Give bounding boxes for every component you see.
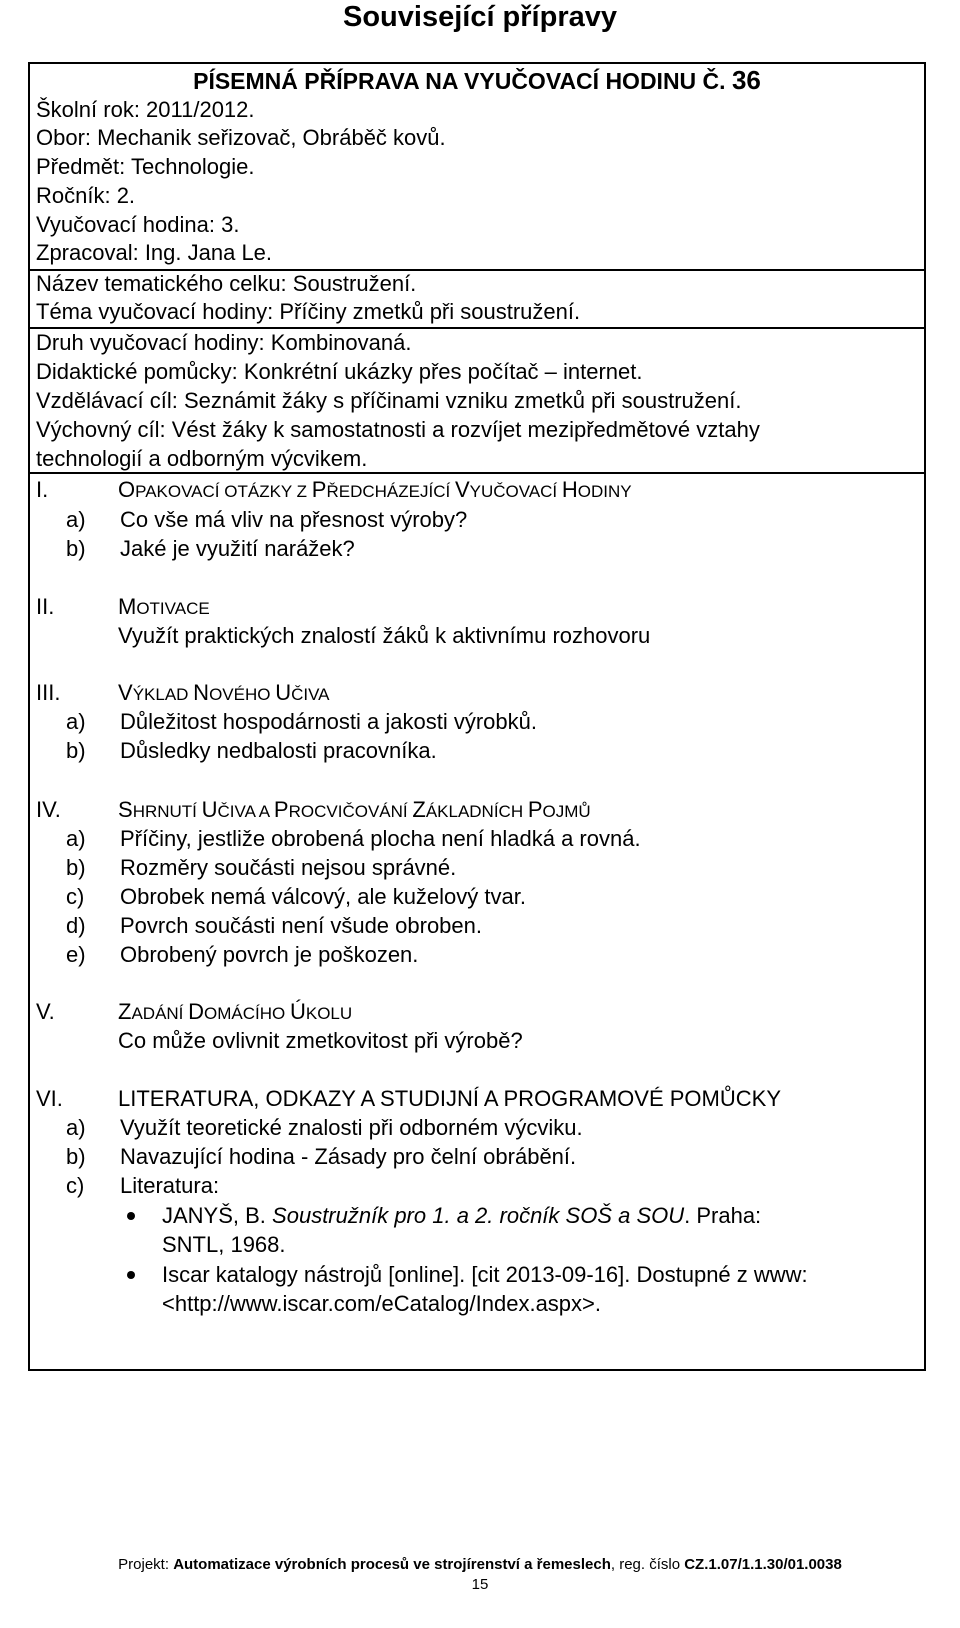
- author: Zpracoval: Ing. Jana Le.: [36, 240, 273, 265]
- footer-reg-number: CZ.1.07/1.1.30/01.0038: [684, 1556, 842, 1573]
- heading-cap: D: [188, 999, 205, 1024]
- item-marker: d): [66, 913, 86, 938]
- heading-cap: N: [193, 680, 210, 705]
- review-question: Co vše má vliv na přesnost výroby?: [120, 507, 468, 532]
- formative-goal-continued: technologií a odborným výcvikem.: [36, 446, 368, 471]
- heading-cap: Z: [118, 999, 132, 1024]
- heading-cap: U: [275, 680, 292, 705]
- heading-small: ŘEDCHÁZEJÍCÍ: [326, 482, 455, 501]
- reference-book-title: Soustružník pro 1. a 2. ročník SOŠ a SOU: [272, 1203, 685, 1228]
- divider-after-goals: [28, 472, 926, 474]
- section-heading-homework: [118, 999, 352, 1027]
- footer-project-name: Automatizace výrobních procesů ve strojírenství a řemeslech: [173, 1556, 611, 1573]
- item-marker: b): [66, 738, 86, 763]
- heading-small: OMÁCÍHO: [204, 1004, 290, 1023]
- heading-cap: V: [118, 680, 133, 705]
- reference-iscar: Iscar katalogy nástrojů [online]. [cit 2013-09-16]. Dostupné z www:: [162, 1262, 808, 1287]
- literature-item: Navazující hodina - Zásady pro čelní obrábění.: [120, 1144, 577, 1169]
- lesson-type: Druh vyučovací hodiny: Kombinovaná.: [36, 330, 412, 355]
- item-marker: b): [66, 1144, 86, 1169]
- grade: Ročník: 2.: [36, 183, 136, 208]
- bullet-icon: [127, 1271, 135, 1279]
- summary-item: Obrobek nemá válcový, ale kuželový tvar.: [120, 884, 526, 909]
- section-numeral-3: III.: [36, 680, 61, 705]
- item-marker: c): [66, 884, 85, 909]
- heading-small: ÁKLADNÍCH: [425, 802, 528, 821]
- item-marker: b): [66, 536, 86, 561]
- literature-item: Využít teoretické znalosti při odborném výcviku.: [120, 1115, 583, 1140]
- new-material-item: Důsledky nedbalosti pracovníka.: [120, 738, 437, 763]
- section-numeral-6: VI.: [36, 1086, 63, 1111]
- heading-cap: U: [201, 797, 218, 822]
- thematic-unit: Název tematického celku: Soustružení.: [36, 271, 417, 296]
- item-marker: e): [66, 942, 86, 967]
- heading-small: OVÉHO: [209, 685, 276, 704]
- reference-janys: [162, 1203, 761, 1229]
- project-footer: [0, 1556, 960, 1574]
- heading-cap: V: [454, 477, 470, 502]
- section-heading-motivation: [118, 594, 210, 622]
- summary-item: Obrobený povrch je poškozen.: [120, 942, 419, 967]
- section-heading-review: [118, 477, 632, 505]
- section-numeral-1: I.: [36, 477, 49, 502]
- summary-item: Povrch součásti není všude obroben.: [120, 913, 483, 938]
- heading-small: ČIVA: [291, 685, 330, 704]
- item-marker: a): [66, 1115, 86, 1140]
- lesson-plan-title-text: PÍSEMNÁ PŘÍPRAVA NA VYUČOVACÍ HODINU Č.: [193, 68, 726, 94]
- formative-goal: Výchovný cíl: Vést žáky k samostatnosti a rozvíjet mezipředmětové vztahy: [36, 417, 760, 442]
- reference-publisher: . Praha:: [684, 1203, 762, 1228]
- section-numeral-5: V.: [36, 999, 55, 1024]
- literature-item: Literatura:: [120, 1173, 220, 1198]
- heading-small: OJMŮ: [542, 802, 591, 821]
- heading-small: OTIVACE: [136, 599, 210, 618]
- heading-cap: P: [273, 797, 289, 822]
- heading-small: ÝKLAD: [132, 685, 194, 704]
- summary-item: Příčiny, jestliže obrobená plocha není hladká a rovná.: [120, 826, 641, 851]
- heading-cap: H: [561, 477, 578, 502]
- reference-author: JANYŠ, B.: [162, 1203, 273, 1228]
- item-marker: b): [66, 855, 86, 880]
- teaching-aids: Didaktické pomůcky: Konkrétní ukázky přes počítač – internet.: [36, 359, 643, 384]
- summary-item: Rozměry součásti nejsou správné.: [120, 855, 457, 880]
- bullet-icon: [127, 1212, 135, 1220]
- motivation-text: Využít praktických znalostí žáků k aktivnímu rozhovoru: [118, 623, 651, 648]
- homework-text: Co může ovlivnit zmetkovitost při výrobě?: [118, 1028, 523, 1053]
- item-marker: a): [66, 826, 86, 851]
- new-material-item: Důležitost hospodárnosti a jakosti výrobků.: [120, 709, 537, 734]
- heading-cap: Z: [412, 797, 426, 822]
- lesson-plan-title: [28, 66, 926, 95]
- footer-prefix: Projekt:: [118, 1556, 174, 1573]
- section-numeral-2: II.: [36, 594, 55, 619]
- review-question: Jaké je využití narážek?: [120, 536, 355, 561]
- heading-small: HRNUTÍ: [132, 802, 202, 821]
- educational-goal: Vzdělávací cíl: Seznámit žáky s příčinami vzniku zmetků při soustružení.: [36, 388, 742, 413]
- heading-cap: P: [311, 477, 327, 502]
- heading-small: PAKOVACÍ OTÁZKY Z: [135, 482, 312, 501]
- heading-small: YUČOVACÍ: [469, 482, 562, 501]
- school-year: Školní rok: 2011/2012.: [36, 97, 255, 122]
- section-heading-summary: [118, 797, 591, 825]
- section-heading-new-material: [118, 680, 330, 708]
- footer-reg-label: , reg. číslo: [610, 1556, 685, 1573]
- page-title: Související přípravy: [342, 1, 617, 33]
- heading-cap: Ú: [289, 999, 306, 1024]
- heading-cap: S: [118, 797, 133, 822]
- item-marker: a): [66, 507, 86, 532]
- section-numeral-4: IV.: [36, 797, 61, 822]
- lesson-topic: Téma vyučovací hodiny: Příčiny zmetků při soustružení.: [36, 299, 581, 324]
- item-marker: c): [66, 1173, 85, 1198]
- heading-small: KOLU: [305, 1004, 353, 1023]
- section-heading-literature: LITERATURA, ODKAZY A STUDIJNÍ A PROGRAMOVÉ POMŮCKY: [118, 1086, 781, 1111]
- heading-small: ADÁNÍ: [131, 1004, 189, 1023]
- field-of-study: Obor: Mechanik seřizovač, Obráběč kovů.: [36, 125, 446, 150]
- reference-iscar-url[interactable]: <http://www.iscar.com/eCatalog/Index.aspx>.: [162, 1291, 602, 1316]
- heading-cap: O: [118, 477, 136, 502]
- page-number: 15: [471, 1576, 489, 1593]
- heading-small: ODINY: [577, 482, 632, 501]
- item-marker: a): [66, 709, 86, 734]
- divider-after-topic: [28, 327, 926, 329]
- heading-small: ROCVIČOVÁNÍ: [288, 802, 413, 821]
- subject: Předmět: Technologie.: [36, 154, 255, 179]
- lesson-number: 36: [731, 65, 761, 95]
- heading-cap: P: [527, 797, 543, 822]
- lesson-hour: Vyučovací hodina: 3.: [36, 212, 240, 237]
- reference-janys-line2: SNTL, 1968.: [162, 1232, 286, 1257]
- heading-small: ČIVA A: [217, 802, 274, 821]
- heading-cap: M: [118, 594, 137, 619]
